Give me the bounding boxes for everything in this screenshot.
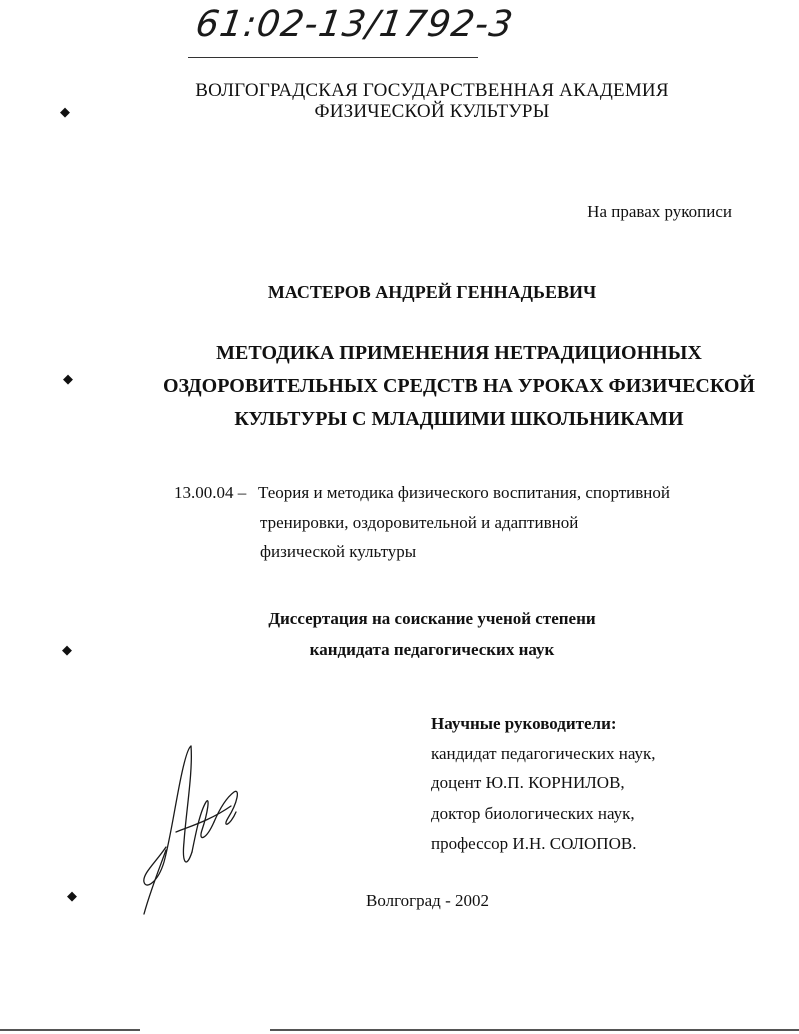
diamond-bullet-icon: ◆ [60,104,70,119]
catalog-number: 61:02-13/1792-3 [193,4,517,45]
title-line-2: ОЗДОРОВИТЕЛЬНЫХ СРЕДСТВ НА УРОКАХ ФИЗИЧЕСКОЙ [163,375,755,397]
author-name: МАСТЕРОВ АНДРЕЙ ГЕННАДЬЕВИЧ [267,282,597,302]
specialty-code: 13.00.04 – [174,483,247,502]
supervisor-line-2: доцент Ю.П. КОРНИЛОВ, [431,773,625,792]
specialty-line-2: тренировки, оздоровительной и адаптивной [260,513,579,532]
rights-notice: На правах рукописи [587,202,732,221]
dissertation-line-2: кандидата педагогических наук [309,640,555,659]
dissertation-line-1: Диссертация на соискание ученой степени [268,609,596,628]
supervisor-line-4: профессор И.Н. СОЛОПОВ. [431,834,637,853]
title-line-3: КУЛЬТУРЫ С МЛАДШИМИ ШКОЛЬНИКАМИ [234,408,684,430]
city-year: Волгоград - 2002 [366,891,489,910]
title-line-1: МЕТОДИКА ПРИМЕНЕНИЯ НЕТРАДИЦИОННЫХ [216,342,702,364]
specialty-line-3: физической культуры [260,542,417,561]
supervisors-heading: Научные руководители: [431,714,617,733]
institution-line-1: ВОЛГОГРАДСКАЯ ГОСУДАРСТВЕННАЯ АКАДЕМИЯ [195,80,669,101]
supervisor-line-3: доктор биологических наук, [431,804,635,823]
diamond-bullet-icon: ◆ [67,888,77,903]
diamond-bullet-icon: ◆ [63,371,73,386]
specialty-line-1: Теория и методика физического воспитания, спортивной [258,483,670,502]
scan-edge-line [270,1029,799,1031]
signature-icon [136,742,246,922]
diamond-bullet-icon: ◆ [62,642,72,657]
catalog-underline [188,57,478,58]
institution-line-2: ФИЗИЧЕСКОЙ КУЛЬТУРЫ [314,101,550,122]
supervisor-line-1: кандидат педагогических наук, [431,744,656,763]
scan-edge-line [0,1029,140,1031]
